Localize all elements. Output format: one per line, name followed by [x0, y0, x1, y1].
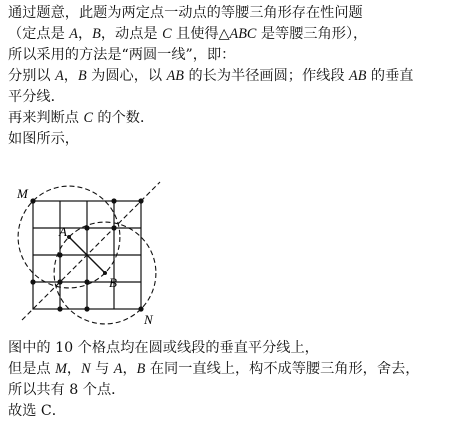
math-variable: B	[77, 68, 87, 84]
text-fragment: 但是点	[8, 361, 56, 377]
math-variable: A	[55, 68, 64, 84]
text-fragment: （定点是	[8, 26, 70, 42]
text-fragment: ，动点是	[100, 26, 163, 42]
text-fragment: 所以采用的方法是“两圆一线”，即：	[8, 47, 236, 63]
text-fragment: 是等腰三角形），	[256, 26, 368, 42]
math-variable: C	[162, 26, 172, 42]
math-variable: M	[55, 361, 67, 377]
math-variable: C	[83, 110, 93, 126]
text-fragment: ，	[63, 68, 78, 84]
point-m	[30, 198, 35, 203]
text-fragment: 在同一直线上，构不成等腰三角形，舍去，	[145, 361, 420, 377]
math-variable: B	[136, 361, 146, 377]
label-n: N	[144, 312, 153, 327]
point-a	[67, 235, 71, 239]
label-b: B	[109, 275, 117, 290]
math-variable: ABC	[229, 26, 257, 42]
text-fragment: 所以共有 8 个点．	[8, 382, 126, 398]
text-fragment: 分别以	[8, 68, 56, 84]
text-fragment: 与	[90, 361, 114, 377]
math-variable: A	[69, 26, 78, 42]
lattice-point	[111, 225, 116, 230]
math-variable: AB	[349, 68, 367, 84]
math-variable: A	[113, 361, 123, 377]
circles	[18, 182, 160, 324]
lattice-point	[111, 198, 116, 203]
text-fragment: 的垂直	[366, 68, 414, 84]
lattice-point	[57, 279, 62, 284]
text-fragment: 平分线．	[8, 89, 65, 105]
text-fragment: 的个数．	[92, 110, 155, 126]
label-m: M	[17, 186, 28, 201]
math-variable: N	[81, 361, 91, 377]
lattice-point	[84, 306, 89, 311]
math-variable: AB	[166, 68, 184, 84]
lattice-point	[57, 306, 62, 311]
text-fragment: 通过题意，此题为两定点一动点的等腰三角形存在性问题	[8, 5, 363, 21]
lattice-point	[57, 252, 62, 257]
lattice-point	[30, 279, 35, 284]
text-fragment: 图中的 10 个格点均在圆或线段的垂直平分线上，	[8, 340, 319, 356]
text-fragment: 为圆心，以	[86, 68, 167, 84]
point-n	[138, 306, 143, 311]
text-fragment: 如图所示，	[8, 131, 79, 147]
text-fragment: 故选 C．	[8, 403, 66, 419]
text-fragment: 且使得△	[171, 26, 230, 42]
text-fragment: 再来判断点	[8, 110, 84, 126]
text-fragment: ，	[122, 361, 137, 377]
lattice-point	[84, 225, 89, 230]
math-variable: B	[92, 26, 101, 42]
lattice-point	[84, 279, 89, 284]
lattice-point	[138, 198, 143, 203]
text-fragment: 的长为半径画圆；作线段	[183, 68, 350, 84]
text-fragment: ，	[66, 361, 82, 377]
label-a: A	[59, 224, 67, 239]
point-b	[103, 271, 107, 275]
text-fragment: ，	[77, 26, 93, 42]
